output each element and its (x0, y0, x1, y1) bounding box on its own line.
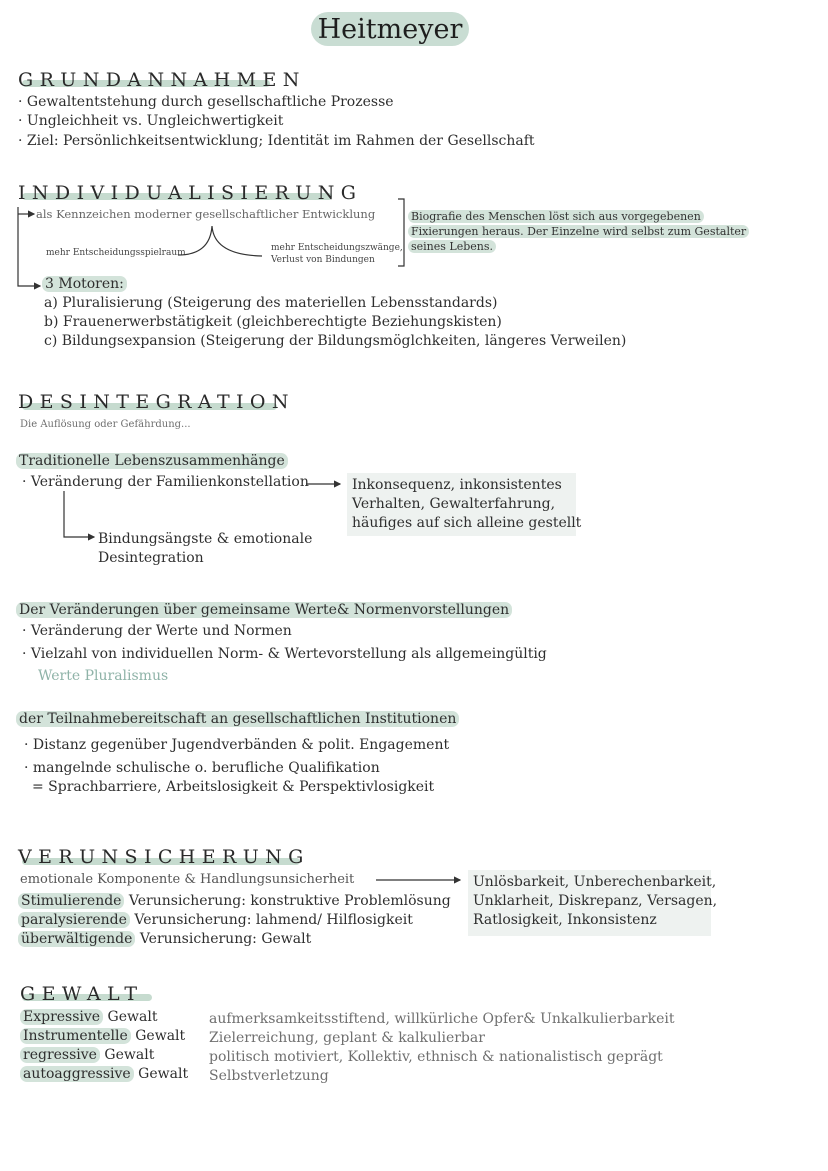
gewalt-term: Instrumentelle Gewalt (20, 1028, 185, 1044)
heading-individualisierung: INDIVIDUALISIERUNG (18, 182, 363, 204)
box-text: Unlösbarkeit, Unberechenbarkeit, (473, 874, 717, 890)
gewalt-term: autoaggressive Gewalt (20, 1066, 188, 1082)
gewalt-desc: Zielerreichung, geplant & kalkulierbar (209, 1030, 485, 1046)
werte-pluralismus: Werte Pluralismus (38, 668, 169, 684)
heading-verunsicherung: VERUNSICHERUNG (18, 846, 310, 868)
list-item: c) Bildungsexpansion (Steigerung der Bildungsmöglchkeiten, längeres Verweilen) (44, 333, 627, 349)
gewalt-term: Expressive Gewalt (20, 1009, 157, 1025)
bracket (398, 199, 404, 266)
list-item: · Gewaltentstehung durch gesellschaftliche Prozesse (18, 94, 394, 110)
list-item: a) Pluralisierung (Steigerung des materiellen Lebensstandards) (44, 295, 498, 311)
heading-desintegration: DESINTEGRATION (18, 391, 295, 413)
list-item: · Veränderung der Werte und Normen (22, 623, 292, 639)
biografie-note: Biografie des Menschen löst sich aus vorgegebenen (408, 209, 704, 224)
result-text: = Sprachbarriere, Arbeitslosigkeit & Perspektivlosigkeit (32, 779, 435, 795)
list-item: · Veränderung der Familienkonstellation (22, 474, 309, 490)
tree-arrow (18, 207, 40, 286)
right-branch-label: Verlust von Bindungen (271, 255, 375, 265)
sub-heading: der Teilnahmebereitschaft an gesellschaftlichen Institutionen (16, 711, 459, 727)
sub-heading: Der Veränderungen über gemeinsame Werte& Normenvorstellungen (16, 602, 512, 618)
biografie-note: seines Lebens. (408, 239, 496, 254)
gewalt-term: regressive Gewalt (20, 1047, 154, 1063)
verunsicherung-row: überwältigende Verunsicherung: Gewalt (18, 931, 311, 947)
box-text: Verhalten, Gewalterfahrung, (352, 496, 556, 512)
verunsicherung-row: paralysierende Verunsicherung: lahmend/ Hilflosigkeit (18, 912, 413, 928)
box-text: häufiges auf sich alleine gestellt (352, 515, 582, 531)
verunsicherung-row: Stimulierende Verunsicherung: konstruktive Problemlösung (18, 893, 451, 909)
list-item: · mangelnde schulische o. berufliche Qualifikation (24, 760, 380, 776)
biografie-note: Fixierungen heraus. Der Einzelne wird selbst zum Gestalter (408, 224, 749, 239)
result-text: Bindungsängste & emotionale (98, 531, 313, 547)
arrow (64, 491, 94, 537)
sub-heading: Traditionelle Lebenszusammenhänge (16, 453, 288, 469)
desintegration-subtitle: Die Auflösung oder Gefährdung... (20, 419, 191, 430)
verunsicherung-subtitle: emotionale Komponente & Handlungsunsicherheit (20, 872, 355, 887)
branch-curve (178, 226, 262, 256)
gewalt-desc: politisch motiviert, Kollektiv, ethnisch & nationalistisch geprägt (209, 1049, 663, 1065)
list-item: · Ziel: Persönlichkeitsentwicklung; Identität im Rahmen der Gesellschaft (18, 133, 535, 149)
gewalt-desc: aufmerksamkeitsstiftend, willkürliche Opfer& Unkalkulierbarkeit (209, 1011, 675, 1027)
box-text: Unklarheit, Diskrepanz, Versagen, (473, 893, 718, 909)
page-title: Heitmeyer (311, 12, 469, 46)
box-text: Inkonsequenz, inkonsistentes (352, 477, 562, 493)
heading-gewalt: GEWALT (20, 983, 144, 1005)
list-item: · Ungleichheit vs. Ungleichwertigkeit (18, 113, 284, 129)
box-text: Ratlosigkeit, Inkonsistenz (473, 912, 657, 928)
right-branch-label: mehr Entscheidungszwänge, (271, 243, 403, 253)
list-item: b) Frauenerwerbstätigkeit (gleichberechtigte Beziehungskisten) (44, 314, 502, 330)
result-text: Desintegration (98, 550, 204, 566)
gewalt-desc: Selbstverletzung (209, 1068, 329, 1084)
left-branch-label: mehr Entscheidungsspielraum (46, 248, 186, 258)
kennzeichen-text: als Kennzeichen moderner gesellschaftlicher Entwicklung (36, 207, 376, 221)
heading-grundannahmen: GRUNDANNAHMEN (18, 69, 306, 91)
motoren-label: 3 Motoren: (42, 276, 127, 292)
list-item: · Vielzahl von individuellen Norm- & Wertevorstellung als allgemeingültig (22, 646, 547, 662)
list-item: · Distanz gegenüber Jugendverbänden & polit. Engagement (24, 737, 450, 753)
